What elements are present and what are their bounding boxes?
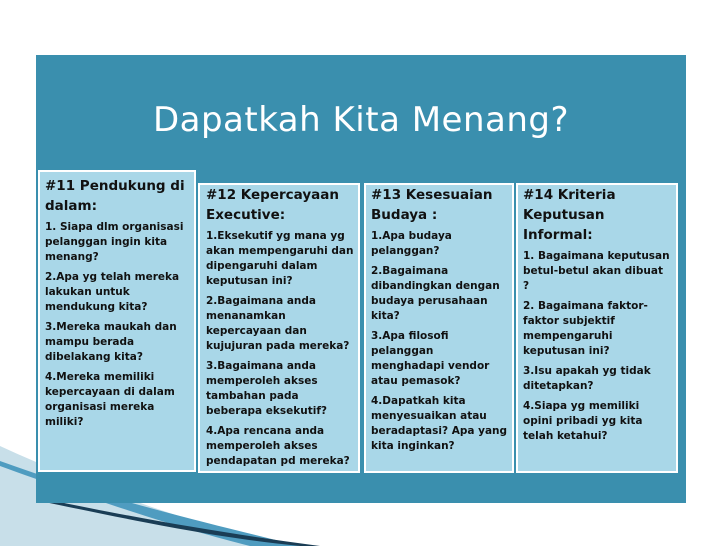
list-item: 3.Apa filosofi pelanggan menghadapi vendor atau pemasok?	[371, 330, 490, 387]
column-budaya	[364, 183, 514, 473]
list-item: 1. Bagaimana keputusan betul-betul akan dibuat ?	[523, 250, 670, 292]
list-item: 1.Eksekutif yg mana yg akan mempengaruhi dan dipengaruhi dalam keputusan ini?	[206, 230, 354, 287]
list-item: 4.Siapa yg memiliki opini pribadi yg kita telah ketahui?	[523, 400, 643, 442]
list-item: 4.Apa rencana anda memperoleh akses pendapatan pd mereka?	[206, 425, 350, 467]
list-item: 3.Isu apakah yg tidak ditetapkan?	[523, 365, 651, 392]
column-kriteria	[516, 183, 678, 473]
list-item: 2.Apa yg telah mereka lakukan untuk mendukung kita?	[45, 271, 180, 313]
list-item: 2. Bagaimana faktor-faktor subjektif mempengaruhi keputusan ini?	[523, 300, 648, 357]
list-item: 1.Apa budaya pelanggan?	[371, 230, 452, 257]
list-item: 3.Bagaimana anda memperoleh akses tambahan pada beberapa eksekutif?	[206, 360, 328, 417]
list-item: 3.Mereka maukah dan mampu berada dibelakang kita?	[45, 321, 177, 363]
list-item: 4.Dapatkah kita menyesuaikan atau beradaptasi? Apa yang kita inginkan?	[371, 395, 508, 452]
column-heading: #12 Kepercayaan Executive:	[206, 187, 339, 223]
column-kepercayaan	[198, 183, 360, 473]
list-item: 2.Bagaimana dibandingkan dengan budaya perusahaan kita?	[371, 265, 500, 322]
bottom-strip	[36, 472, 686, 503]
column-heading: #14 Kriteria Keputusan Informal:	[523, 187, 616, 243]
list-item: 1. Siapa dlm organisasi pelanggan ingin kita menang?	[45, 221, 184, 263]
list-item: 4.Mereka memiliki kepercayaan di dalam organisasi mereka miliki?	[45, 371, 175, 428]
list-item: 2.Bagaimana anda menanamkan kepercayaan dan kujujuran pada mereka?	[206, 295, 350, 352]
column-pendukung	[38, 170, 196, 472]
column-heading: #11 Pendukung di dalam:	[45, 178, 185, 214]
column-heading: #13 Kesesuaian Budaya :	[371, 187, 493, 223]
slide-title: Dapatkah Kita Menang?	[152, 100, 570, 140]
